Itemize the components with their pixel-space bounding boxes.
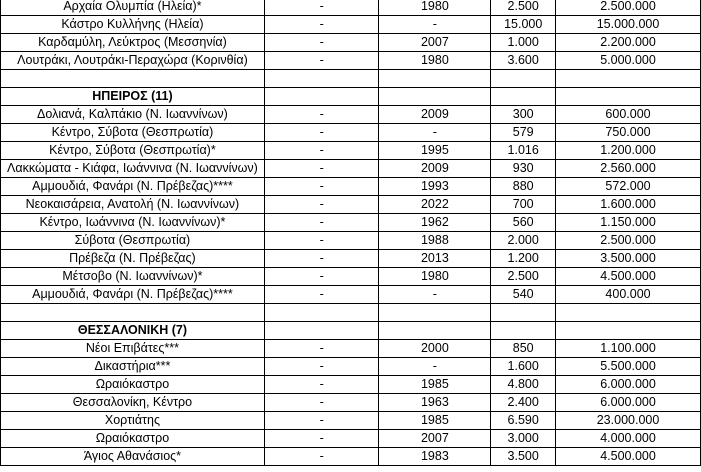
- cost-cell: 23.000.000: [556, 412, 701, 430]
- year-cell: 2007: [379, 430, 491, 448]
- empty-cell: [379, 304, 491, 322]
- year-cell: 1993: [379, 178, 491, 196]
- dash-cell: -: [264, 376, 379, 394]
- cost-cell: 750.000: [556, 124, 701, 142]
- location-cell: Νέοι Επιβάτες***: [1, 340, 265, 358]
- empty-cell: [379, 88, 491, 106]
- year-cell: 1995: [379, 142, 491, 160]
- table-row: [1, 124, 701, 142]
- dash-cell: -: [264, 250, 379, 268]
- table-row: [1, 286, 701, 304]
- table-row: [1, 106, 701, 124]
- table-row: [1, 358, 701, 376]
- dash-cell: -: [264, 430, 379, 448]
- location-cell: Λουτράκι, Λουτράκι-Περαχώρα (Κορινθία): [1, 52, 265, 70]
- area-cell: 2.400: [491, 394, 556, 412]
- area-cell: 3.500: [491, 448, 556, 466]
- year-cell: -: [379, 358, 491, 376]
- area-cell: 1.016: [491, 142, 556, 160]
- year-cell: 2013: [379, 250, 491, 268]
- dash-cell: -: [264, 196, 379, 214]
- location-cell: Ωραιόκαστρο: [1, 376, 265, 394]
- section-header-row: [1, 322, 701, 340]
- table-row: [1, 232, 701, 250]
- table-row: [1, 376, 701, 394]
- area-cell: 2.500: [491, 0, 556, 16]
- area-cell: 6.590: [491, 412, 556, 430]
- location-cell: Άγιος Αθανάσιος*: [1, 448, 265, 466]
- area-cell: 560: [491, 214, 556, 232]
- year-cell: 1985: [379, 412, 491, 430]
- empty-cell: [491, 70, 556, 88]
- table-row: [1, 214, 701, 232]
- dash-cell: -: [264, 268, 379, 286]
- cost-cell: 2.560.000: [556, 160, 701, 178]
- area-cell: 540: [491, 286, 556, 304]
- empty-cell: [264, 322, 379, 340]
- table-row: [1, 268, 701, 286]
- dash-cell: -: [264, 160, 379, 178]
- area-cell: 1.200: [491, 250, 556, 268]
- empty-cell: [1, 304, 265, 322]
- table-row: [1, 250, 701, 268]
- location-cell: Ωραιόκαστρο: [1, 430, 265, 448]
- cost-cell: 4.000.000: [556, 430, 701, 448]
- table-row: [1, 34, 701, 52]
- cost-cell: 1.150.000: [556, 214, 701, 232]
- area-cell: 2.500: [491, 268, 556, 286]
- area-cell: 3.600: [491, 52, 556, 70]
- blank-row: [1, 304, 701, 322]
- table-row: [1, 142, 701, 160]
- year-cell: 1983: [379, 448, 491, 466]
- dash-cell: -: [264, 142, 379, 160]
- location-cell: Σύβοτα (Θεσπρωτία): [1, 232, 265, 250]
- empty-cell: [556, 304, 701, 322]
- location-cell: Αμμουδιά, Φανάρι (Ν. Πρέβεζας)****: [1, 286, 265, 304]
- location-cell: Αμμουδιά, Φανάρι (Ν. Πρέβεζας)****: [1, 178, 265, 196]
- empty-cell: [379, 70, 491, 88]
- year-cell: -: [379, 16, 491, 34]
- cost-cell: 2.500.000: [556, 232, 701, 250]
- dash-cell: -: [264, 34, 379, 52]
- location-cell: Λακκώματα - Κιάφα, Ιωάννινα (Ν. Ιωαννίνων): [1, 160, 265, 178]
- area-cell: 2.000: [491, 232, 556, 250]
- location-cell: Αρχαία Ολυμπία (Ηλεία)*: [1, 0, 265, 16]
- location-cell: Κέντρο, Ιωάννινα (Ν. Ιωαννίνων)*: [1, 214, 265, 232]
- year-cell: 2009: [379, 160, 491, 178]
- year-cell: 2000: [379, 340, 491, 358]
- table-row: [1, 160, 701, 178]
- area-cell: 850: [491, 340, 556, 358]
- location-cell: Μέτσοβο (Ν. Ιωαννίνων)*: [1, 268, 265, 286]
- empty-cell: [264, 88, 379, 106]
- section-title: ΘΕΣΣΑΛΟΝΙΚΗ (7): [1, 322, 265, 340]
- table-row: [1, 430, 701, 448]
- table-row: [1, 340, 701, 358]
- year-cell: -: [379, 286, 491, 304]
- year-cell: -: [379, 124, 491, 142]
- location-cell: Δολιανά, Καλπάκιο (Ν. Ιωαννίνων): [1, 106, 265, 124]
- location-cell: Καρδαμύλη, Λεύκτρος (Μεσσηνία): [1, 34, 265, 52]
- year-cell: 1962: [379, 214, 491, 232]
- empty-cell: [491, 322, 556, 340]
- year-cell: 2007: [379, 34, 491, 52]
- cost-cell: 3.500.000: [556, 250, 701, 268]
- table-row: [1, 16, 701, 34]
- dash-cell: -: [264, 448, 379, 466]
- blank-row: [1, 70, 701, 88]
- empty-cell: [379, 322, 491, 340]
- cost-cell: 2.200.000: [556, 34, 701, 52]
- cost-cell: 4.500.000: [556, 268, 701, 286]
- empty-cell: [264, 304, 379, 322]
- table-row: [1, 196, 701, 214]
- area-cell: 930: [491, 160, 556, 178]
- dash-cell: -: [264, 340, 379, 358]
- section-title: ΗΠΕΙΡΟΣ (11): [1, 88, 265, 106]
- table-row: [1, 412, 701, 430]
- empty-cell: [556, 88, 701, 106]
- location-cell: Θεσσαλονίκη, Κέντρο: [1, 394, 265, 412]
- cost-cell: 5.500.000: [556, 358, 701, 376]
- dash-cell: -: [264, 358, 379, 376]
- cost-cell: 4.500.000: [556, 448, 701, 466]
- area-cell: 300: [491, 106, 556, 124]
- dash-cell: -: [264, 232, 379, 250]
- year-cell: 2022: [379, 196, 491, 214]
- cost-cell: 2.500.000: [556, 0, 701, 16]
- cost-cell: 6.000.000: [556, 394, 701, 412]
- table-row: [1, 178, 701, 196]
- dash-cell: -: [264, 16, 379, 34]
- cost-cell: 6.000.000: [556, 376, 701, 394]
- dash-cell: -: [264, 106, 379, 124]
- cost-cell: 15.000.000: [556, 16, 701, 34]
- dash-cell: -: [264, 286, 379, 304]
- area-cell: 579: [491, 124, 556, 142]
- cost-cell: 1.600.000: [556, 196, 701, 214]
- area-cell: 880: [491, 178, 556, 196]
- location-cell: Χορτιάτης: [1, 412, 265, 430]
- area-cell: 700: [491, 196, 556, 214]
- location-cell: Νεοκαισάρεια, Ανατολή (Ν. Ιωαννίνων): [1, 196, 265, 214]
- location-cell: Κέντρο, Σύβοτα (Θεσπρωτία)*: [1, 142, 265, 160]
- cost-cell: 600.000: [556, 106, 701, 124]
- cost-cell: 400.000: [556, 286, 701, 304]
- table-row: [1, 52, 701, 70]
- location-cell: Δικαστήρια***: [1, 358, 265, 376]
- location-cell: Κάστρο Κυλλήνης (Ηλεία): [1, 16, 265, 34]
- area-cell: 1.600: [491, 358, 556, 376]
- empty-cell: [556, 70, 701, 88]
- table-row: [1, 0, 701, 16]
- dash-cell: -: [264, 214, 379, 232]
- cost-cell: 1.100.000: [556, 340, 701, 358]
- dash-cell: -: [264, 124, 379, 142]
- year-cell: 1963: [379, 394, 491, 412]
- dash-cell: -: [264, 412, 379, 430]
- empty-cell: [556, 322, 701, 340]
- dash-cell: -: [264, 52, 379, 70]
- dash-cell: -: [264, 178, 379, 196]
- location-cell: Κέντρο, Σύβοτα (Θεσπρωτία): [1, 124, 265, 142]
- location-cell: Πρέβεζα (Ν. Πρέβεζας): [1, 250, 265, 268]
- section-header-row: [1, 88, 701, 106]
- year-cell: 2009: [379, 106, 491, 124]
- cost-cell: 1.200.000: [556, 142, 701, 160]
- table-body: [1, 0, 701, 466]
- area-cell: 4.800: [491, 376, 556, 394]
- year-cell: 1985: [379, 376, 491, 394]
- empty-cell: [264, 70, 379, 88]
- year-cell: 1980: [379, 52, 491, 70]
- cost-cell: 572.000: [556, 178, 701, 196]
- cost-cell: 5.000.000: [556, 52, 701, 70]
- area-cell: 1.000: [491, 34, 556, 52]
- year-cell: 1988: [379, 232, 491, 250]
- empty-cell: [491, 88, 556, 106]
- table-row: [1, 394, 701, 412]
- year-cell: 1980: [379, 268, 491, 286]
- area-cell: 15.000: [491, 16, 556, 34]
- dash-cell: -: [264, 0, 379, 16]
- year-cell: 1980: [379, 0, 491, 16]
- empty-cell: [1, 70, 265, 88]
- area-cell: 3.000: [491, 430, 556, 448]
- empty-cell: [491, 304, 556, 322]
- table-row: [1, 448, 701, 466]
- dash-cell: -: [264, 394, 379, 412]
